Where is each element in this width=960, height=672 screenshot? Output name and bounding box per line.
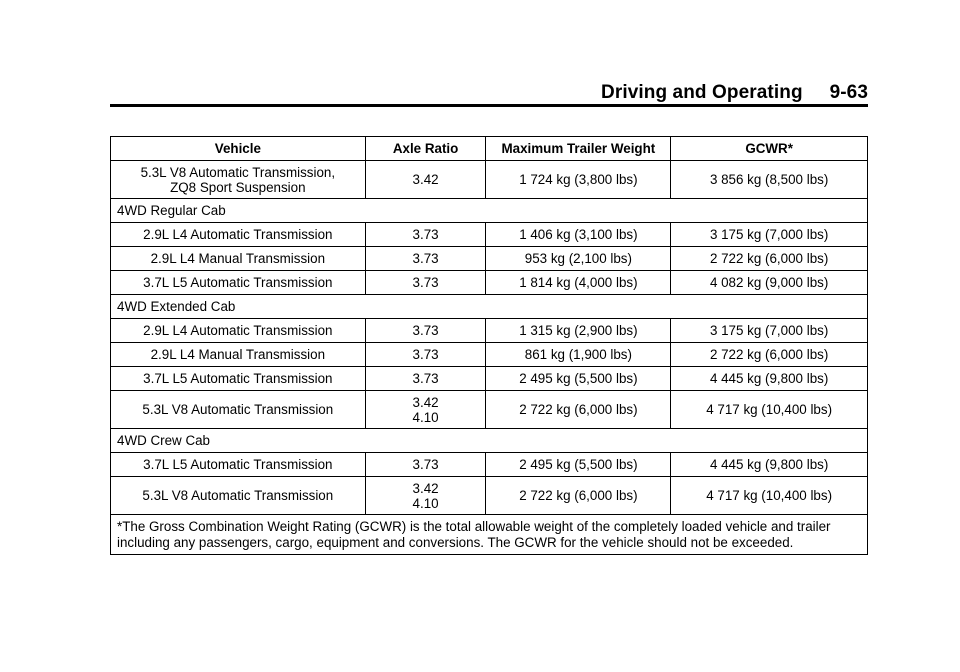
table-row — [111, 223, 868, 247]
max-trailer-weight-cell: 2 722 kg (6,000 lbs) — [486, 391, 671, 429]
vehicle-cell: 2.9L L4 Manual Transmission — [111, 247, 366, 271]
axle-ratio-line: 4.10 — [412, 409, 439, 425]
table-row — [111, 453, 868, 477]
gcwr-footnote: *The Gross Combination Weight Rating (GCWR) is the total allowable weight of the completely loaded vehicle and trailer including any passengers, cargo, equipment and conversions. The GCWR for the vehicle should not be exceeded. — [111, 515, 868, 555]
gcwr-cell: 2 722 kg (6,000 lbs) — [671, 343, 868, 367]
table-row — [111, 161, 868, 199]
max-trailer-weight-cell: 1 814 kg (4,000 lbs) — [486, 271, 671, 295]
section-title-extended-cab: 4WD Extended Cab — [111, 295, 868, 319]
max-trailer-weight-cell: 861 kg (1,900 lbs) — [486, 343, 671, 367]
section-title-regular-cab: 4WD Regular Cab — [111, 199, 868, 223]
gcwr-cell: 4 082 kg (9,000 lbs) — [671, 271, 868, 295]
axle-ratio-cell: 3.73 — [365, 343, 486, 367]
vehicle-cell: 3.7L L5 Automatic Transmission — [111, 367, 366, 391]
max-trailer-weight-cell: 953 kg (2,100 lbs) — [486, 247, 671, 271]
axle-ratio-cell: 3.73 — [365, 223, 486, 247]
section-title: Driving and Operating — [601, 82, 803, 103]
vehicle-cell: 5.3L V8 Automatic Transmission — [111, 391, 366, 429]
gcwr-cell: 3 856 kg (8,500 lbs) — [671, 161, 868, 199]
page-number: 9-63 — [829, 82, 868, 103]
page-title — [601, 82, 868, 104]
gcwr-cell: 2 722 kg (6,000 lbs) — [671, 247, 868, 271]
table-row — [111, 247, 868, 271]
column-header-gcwr: GCWR* — [671, 137, 868, 161]
page-header — [110, 78, 868, 106]
axle-ratio-cell — [365, 391, 486, 429]
axle-ratio-cell: 3.73 — [365, 271, 486, 295]
vehicle-cell: 2.9L L4 Manual Transmission — [111, 343, 366, 367]
axle-ratio-cell — [365, 477, 486, 515]
gcwr-cell: 4 445 kg (9,800 lbs) — [671, 367, 868, 391]
column-header-axle-ratio: Axle Ratio — [365, 137, 486, 161]
vehicle-cell: 3.7L L5 Automatic Transmission — [111, 453, 366, 477]
table-row — [111, 391, 868, 429]
axle-ratio-line: 4.10 — [412, 495, 439, 511]
axle-ratio-cell: 3.73 — [365, 453, 486, 477]
table-row — [111, 271, 868, 295]
gcwr-cell: 4 717 kg (10,400 lbs) — [671, 477, 868, 515]
gcwr-cell: 3 175 kg (7,000 lbs) — [671, 319, 868, 343]
gcwr-cell: 4 717 kg (10,400 lbs) — [671, 391, 868, 429]
trailer-weight-table — [110, 136, 868, 555]
footnote-row — [111, 515, 868, 555]
vehicle-line: ZQ8 Sport Suspension — [170, 179, 306, 195]
section-row — [111, 295, 868, 319]
axle-ratio-line: 3.42 — [412, 480, 439, 496]
vehicle-cell: 3.7L L5 Automatic Transmission — [111, 271, 366, 295]
vehicle-cell — [111, 161, 366, 199]
table-header-row — [111, 137, 868, 161]
max-trailer-weight-cell: 2 495 kg (5,500 lbs) — [486, 453, 671, 477]
vehicle-cell: 2.9L L4 Automatic Transmission — [111, 223, 366, 247]
gcwr-cell: 3 175 kg (7,000 lbs) — [671, 223, 868, 247]
axle-ratio-cell: 3.73 — [365, 319, 486, 343]
axle-ratio-cell: 3.73 — [365, 367, 486, 391]
axle-ratio-line: 3.42 — [412, 394, 439, 410]
max-trailer-weight-cell: 2 722 kg (6,000 lbs) — [486, 477, 671, 515]
max-trailer-weight-cell: 1 406 kg (3,100 lbs) — [486, 223, 671, 247]
section-row — [111, 199, 868, 223]
table-row — [111, 367, 868, 391]
table-row — [111, 319, 868, 343]
max-trailer-weight-cell: 2 495 kg (5,500 lbs) — [486, 367, 671, 391]
gcwr-cell: 4 445 kg (9,800 lbs) — [671, 453, 868, 477]
table-row — [111, 343, 868, 367]
section-title-crew-cab: 4WD Crew Cab — [111, 429, 868, 453]
column-header-vehicle: Vehicle — [111, 137, 366, 161]
vehicle-cell: 2.9L L4 Automatic Transmission — [111, 319, 366, 343]
table-row — [111, 477, 868, 515]
vehicle-line: 5.3L V8 Automatic Transmission, — [140, 164, 336, 180]
max-trailer-weight-cell: 1 315 kg (2,900 lbs) — [486, 319, 671, 343]
axle-ratio-cell: 3.42 — [365, 161, 486, 199]
max-trailer-weight-cell: 1 724 kg (3,800 lbs) — [486, 161, 671, 199]
section-row — [111, 429, 868, 453]
vehicle-cell: 5.3L V8 Automatic Transmission — [111, 477, 366, 515]
column-header-max-trailer-weight: Maximum Trailer Weight — [486, 137, 671, 161]
header-rule — [110, 104, 868, 107]
axle-ratio-cell: 3.73 — [365, 247, 486, 271]
